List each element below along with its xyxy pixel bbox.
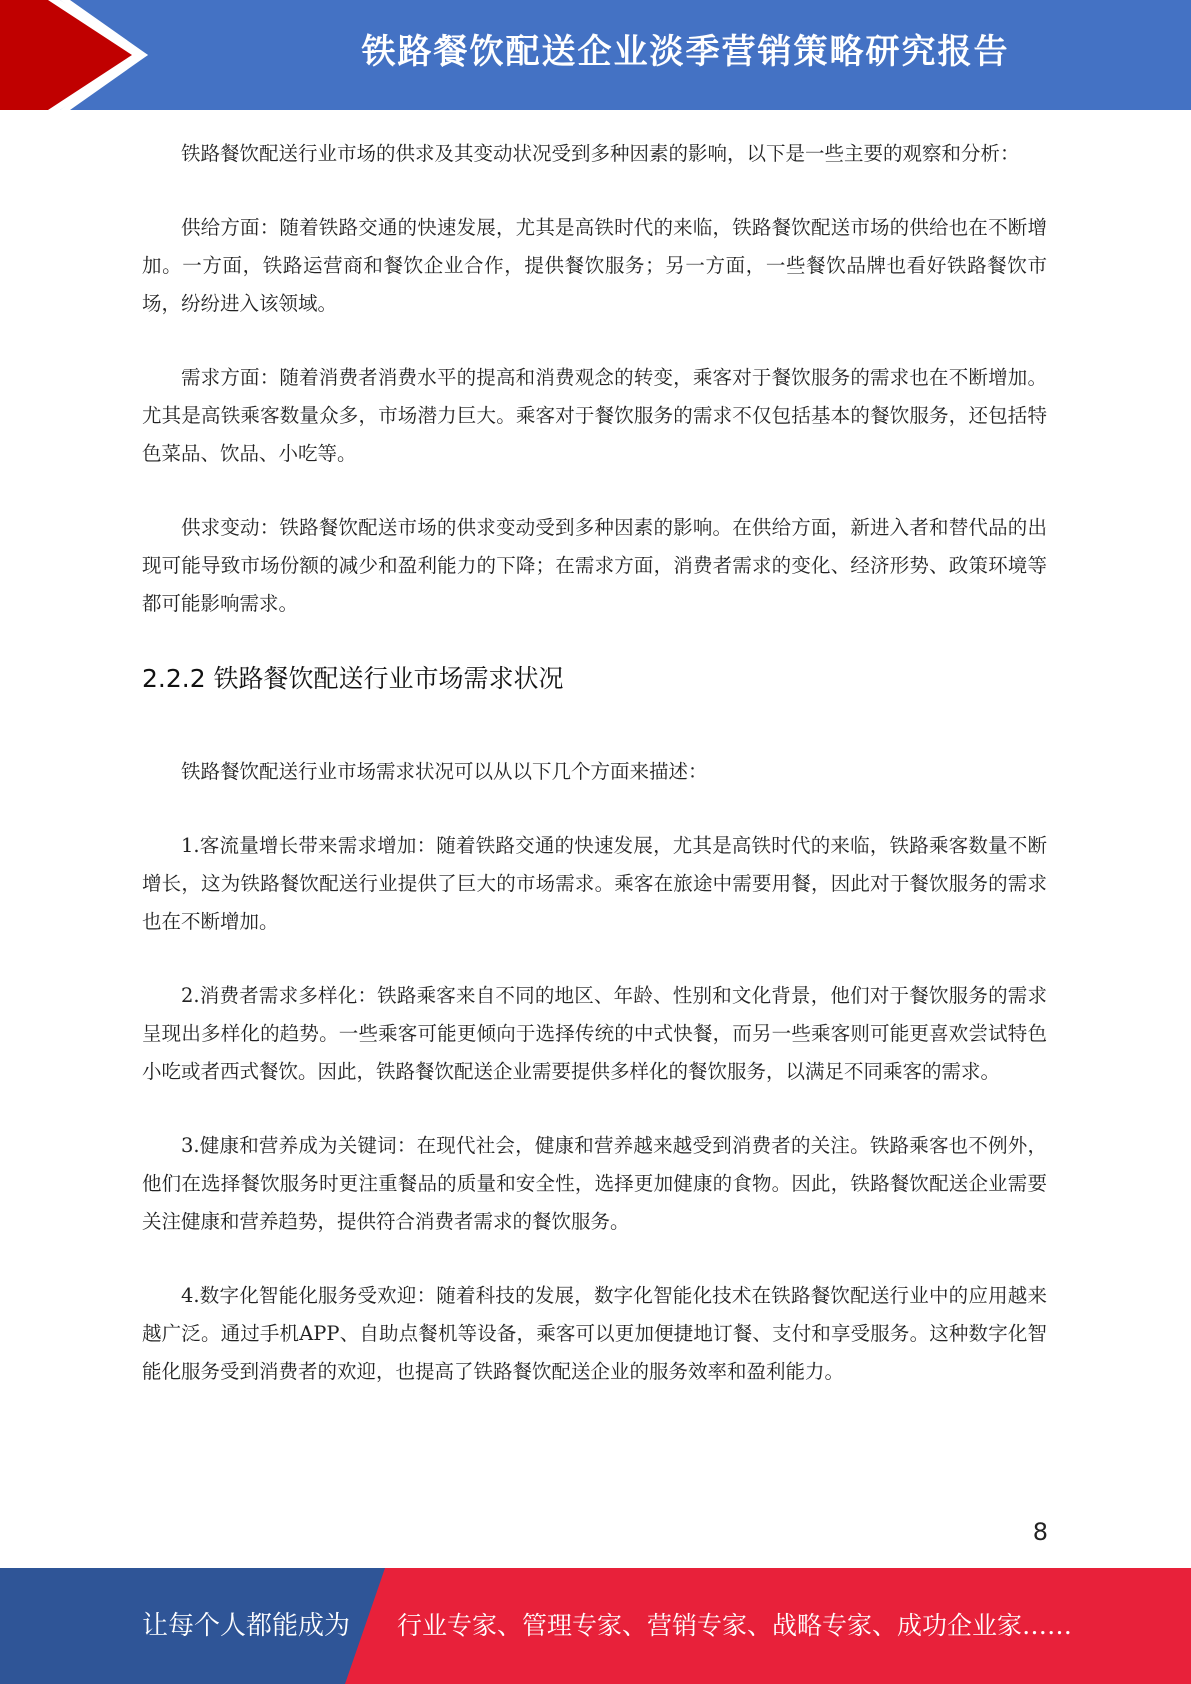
intro-paragraph: 铁路餐饮配送行业市场的供求及其变动状况受到多种因素的影响，以下是一些主要的观察和分析： — [181, 142, 1020, 165]
list-item-diversified-demand: 2.消费者需求多样化：铁路乘客来自不同的地区、年龄、性别和文化背景，他们对于餐饮服务的需求呈现出多样化的趋势。一些乘客可能更倾向于选择传统的中式快餐，而另一些乘客则可能更喜欢尝试特色小吃或者西式餐饮。因此，铁路餐饮配送企业需要提供多样化的餐饮服务，以满足不同乘客的需求。 — [142, 984, 1047, 1083]
list-item-digital-services: 4.数字化智能化服务受欢迎：随着科技的发展，数字化智能化技术在铁路餐饮配送行业中的应用越来越广泛。通过手机APP、自助点餐机等设备，乘客可以更加便捷地订餐、支付和享受服务。这种数字化智能化服务受到消费者的欢迎，也提高了铁路餐饮配送企业的服务效率和盈利能力。 — [142, 1284, 1047, 1383]
footer-slogan-left: 让每个人都能成为 — [142, 1611, 351, 1641]
page-footer — [0, 1568, 1191, 1684]
list-item-passenger-growth: 1.客流量增长带来需求增加：随着铁路交通的快速发展，尤其是高铁时代的来临，铁路乘客数量不断增长，这为铁路餐饮配送行业提供了巨大的市场需求。乘客在旅途中需要用餐，因此对于餐饮服务的需求也在不断增加。 — [142, 834, 1047, 933]
supply-demand-change-paragraph: 供求变动：铁路餐饮配送市场的供求变动受到多种因素的影响。在供给方面，新进入者和替代品的出现可能导致市场份额的减少和盈利能力的下降；在需求方面，消费者需求的变化、经济形势、政策环境等都可能影响需求。 — [142, 516, 1047, 615]
footer-slogan-right: 行业专家、管理专家、营销专家、战略专家、成功企业家…… — [397, 1611, 1073, 1640]
document-body — [142, 135, 1047, 1427]
list-item-health-nutrition: 3.健康和营养成为关键词：在现代社会，健康和营养越来越受到消费者的关注。铁路乘客也不例外，他们在选择餐饮服务时更注重餐品的质量和安全性，选择更加健康的食物。因此，铁路餐饮配送企业需要关注健康和营养趋势，提供符合消费者需求的餐饮服务。 — [142, 1134, 1047, 1233]
supply-paragraph: 供给方面：随着铁路交通的快速发展，尤其是高铁时代的来临，铁路餐饮配送市场的供给也在不断增加。一方面，铁路运营商和餐饮企业合作，提供餐饮服务；另一方面，一些餐饮品牌也看好铁路餐饮市场，纷纷进入该领域。 — [142, 216, 1047, 315]
page-header — [0, 0, 1191, 110]
demand-intro-paragraph: 铁路餐饮配送行业市场需求状况可以从以下几个方面来描述： — [181, 760, 708, 783]
page-number: 8 — [1032, 1518, 1048, 1546]
demand-paragraph: 需求方面：随着消费者消费水平的提高和消费观念的转变，乘客对于餐饮服务的需求也在不断增加。尤其是高铁乘客数量众多，市场潜力巨大。乘客对于餐饮服务的需求不仅包括基本的餐饮服务，还包括特色菜品、饮品、小吃等。 — [142, 366, 1047, 465]
section-heading: 2.2.2 铁路餐饮配送行业市场需求状况 — [142, 664, 564, 693]
header-title: 铁路餐饮配送企业淡季营销策略研究报告 — [361, 32, 1010, 72]
